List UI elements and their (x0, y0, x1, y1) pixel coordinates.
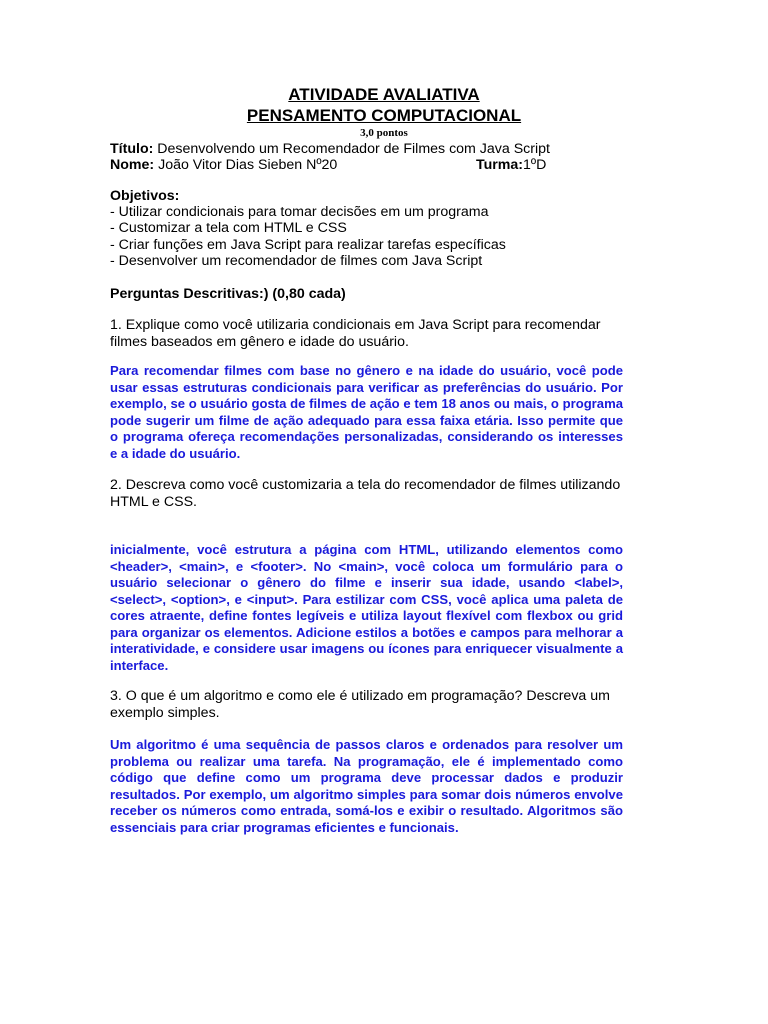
title-label: Título: (110, 141, 154, 157)
question-2: 2. Descreva como você customizaria a tela do recomendador de filmes utilizando HTML e CSS. (110, 477, 621, 510)
document-title: ATIVIDADE AVALIATIVA (288, 85, 480, 104)
name-label: Nome: (110, 157, 155, 173)
name-line (110, 157, 337, 174)
title-line (110, 141, 550, 158)
answer-1: Para recomendar filmes com base no gênero e na idade do usuário, você pode usar essas estruturas condicionais para verificar as preferências do usuário. Por exemplo, se o usuário gosta de filmes de ação e tem 18 anos ou mais, o programa pode sugerir um filme de ação adequado para essa faixa etária. Isso permite que o programa ofereça recomendações personalizadas, considerando os interesses e a idade do usuário. (110, 363, 623, 461)
name-value: João Vitor Dias Sieben Nº20 (154, 157, 338, 173)
objective-item: - Utilizar condicionais para tomar decisões em um programa (110, 204, 489, 220)
objective-item: - Customizar a tela com HTML e CSS (110, 220, 347, 236)
title-value: Desenvolvendo um Recomendador de Filmes com Java Script (153, 141, 550, 157)
question-3: 3. O que é um algoritmo e como ele é utilizado em programação? Descreva um exemplo simples. (110, 688, 610, 721)
objective-item: - Desenvolver um recomendador de filmes com Java Script (110, 253, 483, 269)
question-1: 1. Explique como você utilizaria condicionais em Java Script para recomendar filmes baseados em gênero e idade do usuário. (110, 317, 601, 350)
answer-3: Um algoritmo é uma sequência de passos claros e ordenados para resolver um problema ou realizar uma tarefa. Na programação, ele é implementado como código que define como um programa deve processar dados e produzir resultados. Por exemplo, um algoritmo simples para somar dois números envolve receber os números como entrada, somá-los e exibir o resultado. Algoritmos são essenciais para criar programas eficientes e funcionais. (110, 737, 623, 835)
class-value: 1ºD (523, 157, 547, 173)
document-subtitle: PENSAMENTO COMPUTACIONAL (246, 106, 522, 125)
class-line (476, 157, 546, 174)
class-label: Turma: (476, 157, 524, 173)
objectives-heading: Objetivos: (110, 188, 180, 204)
questions-heading: Perguntas Descritivas:) (0,80 cada) (110, 286, 346, 302)
points-label: 3,0 pontos (360, 127, 408, 139)
objective-item: - Criar funções em Java Script para realizar tarefas específicas (110, 237, 506, 253)
answer-2: inicialmente, você estrutura a página com HTML, utilizando elementos como <header>, <main>, e <footer>. No <main>, você coloca um formulário para o usuário selecionar o gênero do filme e inserir sua idade, usando <label>, <select>, <option>, e <input>. Para estilizar com CSS, você aplica uma paleta de cores atraente, define fontes legíveis e utiliza layout flexível com flexbox ou grid para organizar os elementos. Adicione estilos a botões e campos para melhorar a interatividade, e considere usar imagens ou ícones para enriquecer visualmente a interface. (110, 542, 623, 673)
